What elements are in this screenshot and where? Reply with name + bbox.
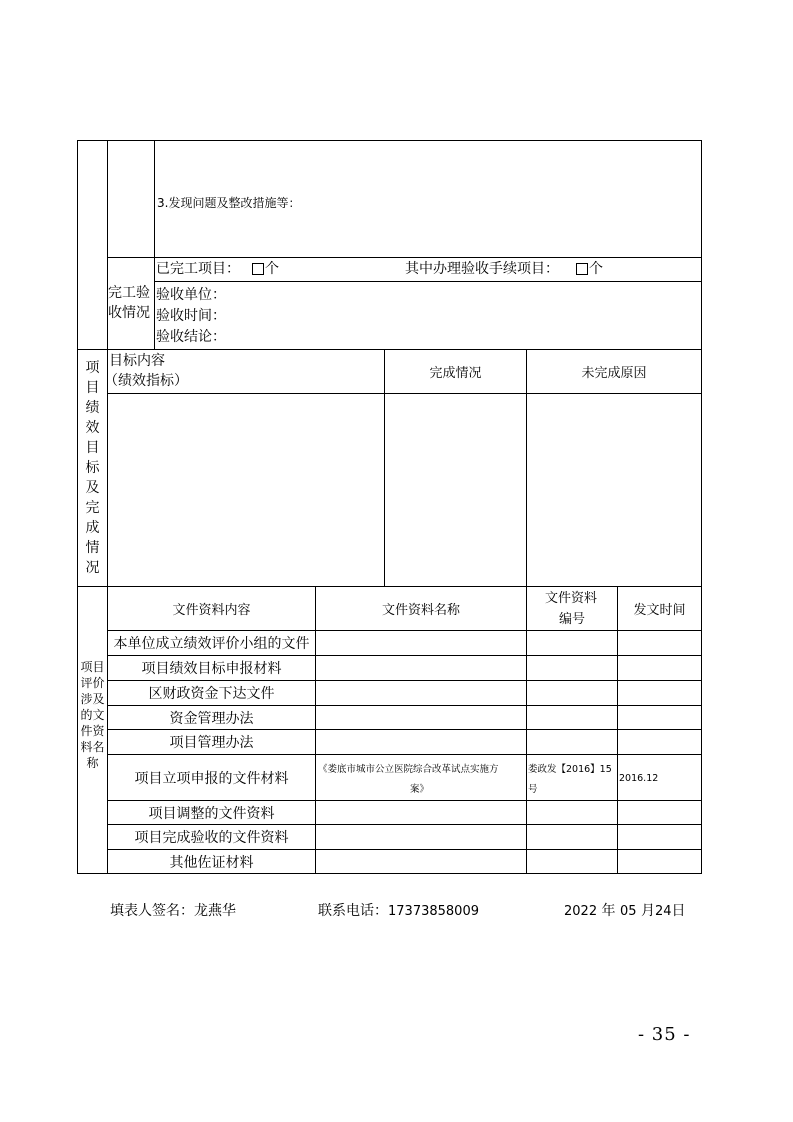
doc-row-content: 项目完成验收的文件资料 bbox=[134, 830, 289, 846]
side-char: 况 bbox=[85, 560, 100, 576]
completion-status-header: 完成情况 bbox=[429, 366, 482, 381]
filler-label: 填表人签名： bbox=[110, 903, 194, 919]
documents-side-label bbox=[78, 587, 107, 873]
side-char: 及 bbox=[85, 480, 100, 496]
side-char: 效 bbox=[85, 420, 100, 436]
rule bbox=[526, 586, 527, 874]
accepted-count-checkbox[interactable] bbox=[576, 263, 588, 275]
doc-row-content: 本单位成立绩效评价小组的文件 bbox=[113, 636, 310, 652]
doc-row-content: 项目立项申报的文件材料 bbox=[134, 770, 289, 787]
side-char: 目 bbox=[85, 440, 100, 456]
date-year: 2022 bbox=[564, 904, 598, 919]
completion-label-line2: 收情况 bbox=[108, 305, 150, 321]
side-line: 料名 bbox=[80, 740, 105, 754]
completed-unit: 个 bbox=[265, 261, 279, 277]
side-char: 项 bbox=[85, 360, 100, 376]
rule bbox=[107, 393, 702, 394]
rule bbox=[77, 140, 702, 141]
doc-row-name-line1: 《娄底市城市公立医院综合改革试点实施方 bbox=[318, 764, 499, 775]
rule bbox=[154, 281, 702, 282]
acceptance-conclusion-label: 验收结论： bbox=[156, 329, 226, 345]
accepted-unit: 个 bbox=[589, 261, 603, 277]
doc-row-date: 2016.12 bbox=[619, 773, 659, 784]
doc-row-number-line1: 娄政发【2016】15 bbox=[528, 764, 612, 775]
rule bbox=[154, 140, 155, 350]
doc-row-content: 其他佐证材料 bbox=[169, 854, 254, 871]
doc-row-content: 项目绩效目标申报材料 bbox=[141, 661, 282, 677]
side-char: 绩 bbox=[85, 400, 100, 416]
doc-row-content: 资金管理办法 bbox=[169, 710, 254, 727]
rule bbox=[701, 140, 702, 874]
side-char: 标 bbox=[85, 460, 100, 476]
issues-text: 3.发现问题及整改措施等： bbox=[157, 196, 301, 210]
filler-name: 龙燕华 bbox=[194, 903, 236, 919]
accepted-projects-label: 其中办理验收手续项目： bbox=[405, 261, 559, 277]
date-day-unit: 日 bbox=[671, 903, 686, 919]
performance-side-label bbox=[78, 350, 107, 586]
fill-date bbox=[564, 904, 686, 918]
completed-count-checkbox[interactable] bbox=[252, 263, 264, 275]
rule bbox=[77, 873, 702, 874]
phone-label: 联系电话： bbox=[318, 903, 388, 919]
side-line: 件资 bbox=[80, 724, 105, 738]
contact-phone bbox=[318, 904, 479, 918]
doc-row-content: 区财政资金下达文件 bbox=[148, 686, 275, 702]
doc-number-header-line2: 编号 bbox=[559, 612, 586, 627]
doc-content-header: 文件资料内容 bbox=[172, 603, 251, 618]
side-line: 的文 bbox=[80, 708, 105, 722]
filler-signature bbox=[110, 904, 236, 918]
date-year-unit: 年 bbox=[601, 903, 616, 919]
date-month: 05 bbox=[620, 904, 637, 919]
side-char: 情 bbox=[85, 540, 100, 556]
side-line: 项目 bbox=[80, 660, 105, 674]
date-day: 24 bbox=[655, 904, 672, 919]
completion-label-line1: 完工验 bbox=[108, 285, 150, 301]
side-line: 涉及 bbox=[80, 692, 105, 706]
side-char: 完 bbox=[85, 500, 100, 516]
side-char: 目 bbox=[85, 380, 100, 396]
date-month-unit: 月 bbox=[641, 903, 655, 919]
target-content-subheader: （绩效指标） bbox=[104, 373, 188, 389]
rule bbox=[107, 257, 702, 258]
acceptance-unit-label: 验收单位： bbox=[156, 287, 226, 303]
phone-number: 17373858009 bbox=[388, 904, 479, 919]
target-content-header: 目标内容 bbox=[109, 353, 165, 369]
doc-row-name-line2: 案》 bbox=[410, 784, 430, 795]
side-line: 称 bbox=[86, 756, 99, 770]
doc-row-content: 项目管理办法 bbox=[169, 735, 254, 751]
side-line: 评价 bbox=[80, 676, 105, 690]
page-number: - 35 - bbox=[638, 1024, 691, 1045]
doc-date-header: 发文时间 bbox=[633, 603, 686, 618]
incomplete-reason-header: 未完成原因 bbox=[581, 366, 647, 381]
side-char: 成 bbox=[85, 520, 100, 536]
completed-projects-label: 已完工项目： bbox=[156, 261, 240, 277]
doc-row-number-line2: 号 bbox=[528, 784, 538, 795]
acceptance-time-label: 验收时间： bbox=[156, 308, 226, 324]
doc-number-header-line1: 文件资料 bbox=[545, 591, 598, 606]
doc-row-content: 项目调整的文件资料 bbox=[148, 805, 275, 822]
doc-name-header: 文件资料名称 bbox=[381, 603, 460, 618]
